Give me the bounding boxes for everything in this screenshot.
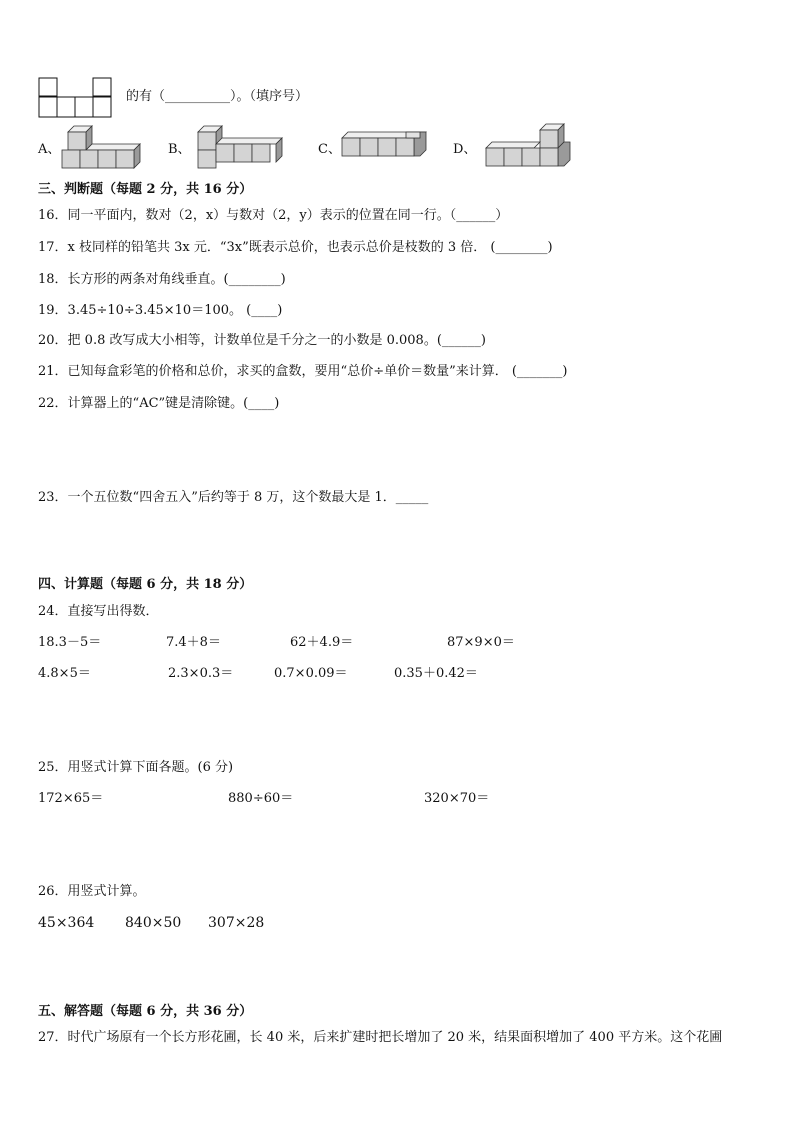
section-5-title: 五、解答题（每题 6 分，共 36 分）: [38, 1004, 253, 1019]
option-d-label: D、: [453, 142, 477, 157]
option-b-label: B、: [168, 142, 191, 157]
option-c-label: C、: [318, 142, 341, 157]
calc-26-1: 45×364: [38, 915, 95, 931]
calc-25-1: 172×65＝: [38, 791, 104, 806]
calc-25-2: 880÷60＝: [228, 791, 294, 806]
question-22: 22．计算器上的“AC”键是清除键。(____): [38, 396, 280, 411]
unfolded-grid-figure: [38, 77, 114, 119]
calc-24-1: 18.3－5＝: [38, 635, 102, 650]
question-26-stem: 26．用竖式计算。: [38, 884, 146, 899]
option-b-cubes: [196, 124, 286, 174]
calc-24-3: 62＋4.9＝: [290, 635, 354, 650]
question-23: 23．一个五位数“四舍五入”后约等于 8 万，这个数最大是 1．_____: [38, 490, 429, 505]
calc-25-3: 320×70＝: [424, 791, 490, 806]
calc-24-6: 2.3×0.3＝: [168, 666, 234, 681]
question-27: 27．时代广场原有一个长方形花圃，长 40 米，后来扩建时把长增加了 20 米，结果面积增加了 400 平方米。这个花圃: [38, 1030, 723, 1045]
calc-24-8: 0.35＋0.42＝: [394, 666, 478, 681]
section-3-title: 三、判断题（每题 2 分，共 16 分）: [38, 182, 253, 197]
calc-24-4: 87×9×0＝: [447, 635, 515, 650]
question-24-stem: 24．直接写出得数．: [38, 604, 159, 619]
option-a-cubes: [60, 124, 144, 174]
question-21: 21．已知每盒彩笔的价格和总价，求买的盒数，要用“总价÷单价＝数量”来计算． (_______): [38, 364, 568, 379]
calc-24-7: 0.7×0.09＝: [274, 666, 348, 681]
question-17: 17．x 枝同样的铅笔共 3x 元．“3x”既表示总价，也表示总价是枝数的 3 倍． (________): [38, 240, 553, 255]
calc-26-2: 840×50: [125, 915, 182, 931]
option-a-label: A、: [38, 142, 61, 157]
question-16: 16．同一平面内，数对（2，x）与数对（2，y）表示的位置在同一行。（______）: [38, 208, 509, 223]
calc-24-2: 7.4＋8＝: [166, 635, 221, 650]
calc-26-3: 307×28: [208, 915, 265, 931]
question-18: 18．长方形的两条对角线垂直。(________): [38, 272, 286, 287]
question-25-stem: 25．用竖式计算下面各题。(6 分): [38, 760, 234, 775]
question-19: 19．3.45÷10÷3.45×10＝100。 (____): [38, 303, 283, 318]
q15-blank-text: 的有（__________）。（填序号）: [126, 89, 309, 104]
option-d-cubes: [484, 122, 574, 172]
section-4-title: 四、计算题（每题 6 分，共 18 分）: [38, 577, 253, 592]
question-20: 20．把 0.8 改写成大小相等，计数单位是千分之一的小数是 0.008。(______): [38, 333, 486, 348]
calc-24-5: 4.8×5＝: [38, 666, 91, 681]
option-c-cubes: [340, 128, 430, 168]
